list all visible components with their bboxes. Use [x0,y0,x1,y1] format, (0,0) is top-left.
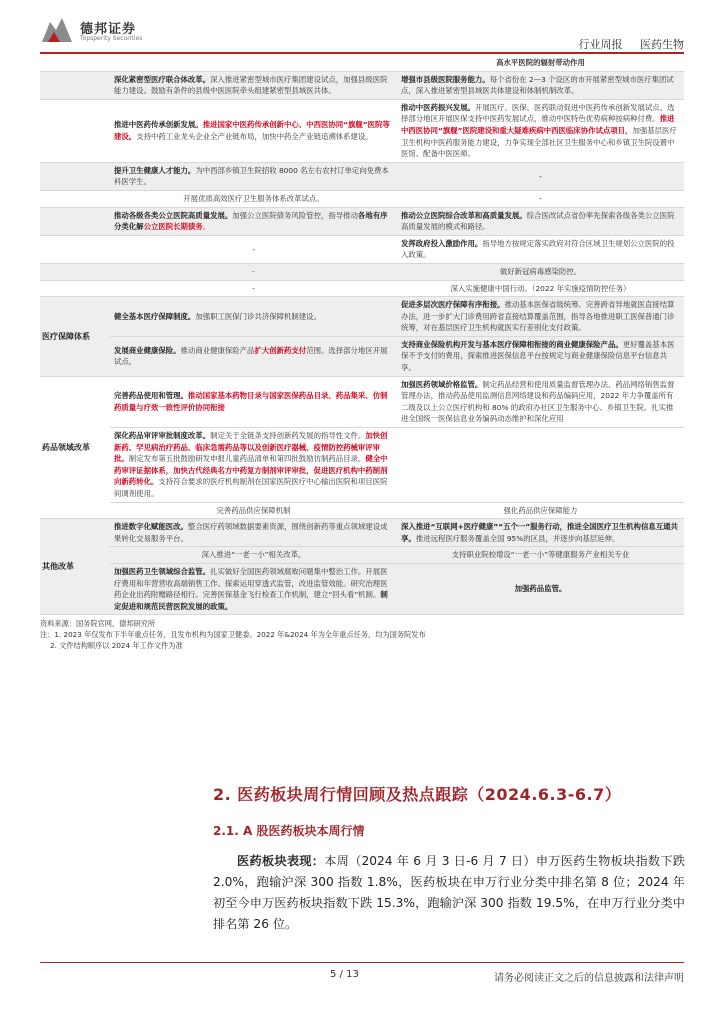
policy-2024-cell [110,502,397,519]
policy-prior-cell [397,207,684,235]
policy-prior-cell [397,547,684,564]
cell-text: 各地有序分类化解 [114,210,388,232]
policy-prior-cell [397,376,684,427]
cell-text: 健全基本医疗保障制度。 [114,311,196,321]
cell-text: 加强公立医院债务风险管控，指导推动 [232,210,358,220]
table-notes [40,618,680,651]
cell-text: 支持中药工业龙头企业全产业链布局，加快中药全产业链追溯体系建设。 [136,131,373,141]
cell-text: 促进多层次医疗保障有序衔接。 [401,300,505,310]
cell-text: - [539,193,542,203]
table-row [40,547,684,564]
cell-text: 制定关于全链条支持创新药发展的指导性文件。 [210,431,366,441]
table-cell-empty [40,55,110,71]
cell-text: 加强医药领域价格监管。 [401,379,483,389]
cell-text: 支持商业保险机构开发与基本医疗保障相衔接的商业健康保险产品。 [401,339,623,349]
policy-prior-cell [397,280,684,297]
logo-icon [40,16,74,46]
cell-text: 加强基层医疗卫生机构中医药服务能力建设，力争实现全部社区卫生服务中心和乡镇卫生院设置中医馆、配备中医医师。 [401,125,677,159]
source-note: 资料来源：国务院官网，德邦研究所 [40,619,156,628]
policy-2024-cell [110,563,397,614]
cell-text: 整合医疗药领域数据要素资源，围绕创新药等重点领域建设成果转化交易服务平台。 [114,522,388,543]
category-cell [40,235,110,263]
cell-text: 提升卫生健康人才能力。 [114,165,196,175]
cell-text: 每个省份在 2—3 个设区的市开展紧密型城市医疗集团试点，深入推进紧密型县域医共体建设和体制机制改革。 [401,74,674,96]
cell-text: - [252,244,255,254]
policy-prior-cell [397,190,684,207]
policy-prior-cell [397,71,684,99]
cell-text: 深化药品审评审批制度改革。 [114,431,211,441]
table-row [40,297,684,337]
policy-prior-cell [397,502,684,519]
policy-2024-cell [110,280,397,297]
policy-prior-cell [397,519,684,547]
cell-text: 。 [202,222,211,232]
policy-2024-cell [110,547,397,564]
cell-text: 指导地方按规定落实政府对符合区域卫生规划公立医院的投入政策。 [401,238,675,260]
paragraph-lead: 医药板块表现： [237,854,325,868]
cell-text: 扎实做好全国医药领域腐败问题集中整治工作。开展医疗费用和年营营收高端销售工作。探索运用穿透式监管，改进监管效能。研究治理医药企业出药附赠路径相行。完善医保基金飞行检查工作机制，建立“回头看”机制。 [114,566,388,600]
cell-text: 扩大创新药支付 [254,345,307,355]
table-row [40,502,684,519]
table-row [40,519,684,547]
category-cell: 医疗保障体系 [40,297,110,377]
report-type: 行业周报 [578,38,623,51]
cell-text: 制定发布第五批鼓励研发申报儿童药品清单和第四批鼓励仿制药品目录。 [128,454,366,464]
category-cell [40,207,110,235]
cell-text: 完善药品使用和管理。 [114,391,188,401]
table-cell: 高水平医院的辐射带动作用 [397,55,684,71]
policy-prior-cell [397,263,684,280]
cell-text: - [252,283,255,293]
policy-2024-cell [110,519,397,547]
table-row [40,336,684,376]
cell-text: 推动商业健康保险产品 [180,345,255,355]
table-row [40,563,684,614]
table-row [40,162,684,190]
logo-subtitle: Topsperity Securities [80,35,143,42]
cell-text: 开展优质高效医疗卫生服务体系改革试点。 [183,193,324,203]
cell-text: 健全中药审评证据体系，加快古代经典名方中药复方制剂审评审批，促进医疗机构中药制剂向新药转化。 [114,454,388,487]
cell-text: 推动各级各类公立医院高质量发展。 [114,210,233,220]
category-cell [40,263,110,280]
cell-text: 加强职工医保门诊共济保障机制建设。 [195,311,321,321]
footnote-2: 2. 文件结构顺序以 2024 年工作文件为准 [50,641,183,650]
table-row [40,71,684,99]
cell-text: 推动中医药振兴发展。 [401,102,475,112]
category-cell: 药品领域改革 [40,376,110,519]
cell-text: 增强市县级医院服务能力。 [401,74,490,84]
policy-2024-cell [110,99,397,162]
cell-text: 发挥政府投入激励作用。 [401,238,483,248]
table-row [40,190,684,207]
paragraph-body: 本周（2024 年 6 月 3 日-6 月 7 日）申万医药生物板块指数下跌 2.0%，跑输沪深 300 指数 1.8%，医药板块在申万行业分类中排名第 8 位；2024 年初至今申万医药板块指数下跌 15.3%，跑输沪深 300 指数 19.5%，在申万行业分类中排名第 26 位。 [213,854,685,931]
policy-prior-cell [397,428,684,503]
header-divider [40,52,684,54]
footer-divider [40,962,684,963]
cell-text: - [539,171,542,181]
policy-2024-cell [110,190,397,207]
table-row [40,207,684,235]
policy-prior-cell [397,297,684,337]
policy-prior-cell [397,563,684,614]
cell-text: 深化紧密型医疗联合体改革。 [114,74,211,84]
policy-prior-cell [397,235,684,263]
policy-2024-cell [110,162,397,190]
category-cell [40,162,110,190]
cell-text: 推进远程医疗服务覆盖全国 95%的区县，并逐步向基层延伸。 [415,533,620,543]
policy-comparison-table [40,55,684,615]
cell-text: 范围。选择部分地区开展试点。 [114,345,388,367]
cell-text: 做好新冠病毒感染防控。 [499,266,582,276]
cell-text: 推进国家中医药传承创新中心、中西医协同“旗舰”医院等建设。 [114,120,390,141]
cell-text: 推动国家基本药物目录与国家医保药品目录、药品集采、仿制药质量与疗效一致性评价协同衔接 [114,391,388,412]
policy-2024-cell [110,376,397,427]
footnote-1: 注：1. 2023 年仅发布下半年重点任务，且发布机构为国家卫健委。2022 年&2024 年为全年重点任务，均为国务院发布 [40,630,426,639]
cell-text: 深入推进“互联网+医疗健康”“五个一”服务行动，推进全国医疗卫生机构信息互通共享。 [401,522,678,543]
header-tags [565,36,685,52]
table-row [40,263,684,280]
category-cell [40,280,110,297]
table-row [40,99,684,162]
category-cell [40,99,110,162]
cell-text: 支持职业院校增设“一老一小”等健康服务产业相关专业 [451,550,630,560]
cell-text: 推进数字化赋能医改。 [114,522,188,532]
policy-prior-cell [397,336,684,376]
table-row [40,428,684,503]
cell-text: 公立医院长期债务 [143,222,203,232]
section-title: 2. 医药板块周行情回顾及热点跟踪（2024.6.3-6.7） [213,785,622,804]
subsection-title: 2.1. A 股医药板块本周行情 [213,824,365,838]
cell-text: 推动公立医院综合改革和高质量发展。 [401,210,527,220]
cell-text: 制定药品经营和使用质量监督管理办法、药品网络销售监督管理办法，推动药品使用监测信息网络建设和药品编码应用，2022 年力争覆盖所有二级及以上公立医疗机构和 80% 的政府办社区卫生服务中心、乡镇卫生院。扎实推进全国统一医保信息业务编码动态维护和深化应用 [401,379,675,424]
policy-2024-cell [110,235,397,263]
cell-text: 推进中西医协同“旗舰”医院建设和重大疑难疾病中西医临床协作试点项目， [401,114,675,135]
policy-2024-cell [110,71,397,99]
cell-text: 深入推进紧密型城市医疗集团建设试点，加强县级医院能力建设。鼓励有条件的县级中医医院牵头组建紧密型县域医共体。 [114,74,388,96]
cell-text: 制定促进和规范民营医院发展的政策。 [114,590,388,611]
cell-text: 为中西部乡镇卫生院招收 8000 名左右农村订单定向免费本科医学生。 [114,165,389,187]
cell-text: 推动基本医保省级统筹。完善跨省异地就医直接结算办法，进一步扩大门诊费用跨省直接结算覆盖范围，指导各地推进职工医保普通门诊统筹，对在基层医疗卫生机构就医实行差别化支付政策。 [401,300,675,333]
cell-text: 开展医疗、医保、医药联动促进中医药传承创新发展试点。选择部分地区开展医保支持中医药发展试点，推动中医特色优势病种按病种付费。 [401,102,675,124]
cell-text: 完善药品供应保障机制 [216,505,291,515]
policy-prior-cell [397,162,684,190]
cell-text: 更好覆盖基本医保不予支付的费用，探索推进医保信息平台按规定与商业健康保险信息平台信息共享。 [401,339,675,373]
cell-text: 深入实施健康中国行动。（2022 年实施疫情防控任务） [450,283,631,293]
table-row [40,235,684,263]
sector-name: 医药生物 [640,38,684,51]
company-logo [40,14,190,50]
policy-2024-cell [110,297,397,337]
cell-text: 加强药品监管。 [514,584,567,594]
cell-text: - [252,266,255,276]
cell-text: 加强医药卫生领域综合监管。 [114,566,211,576]
cell-text: 深入推进“一老一小”相关改革。 [201,550,306,560]
cell-text: 综合医改试点省份率先探索各级各类公立医院高质量发展的模式和路径。 [401,210,675,232]
policy-2024-cell [110,336,397,376]
category-cell: 其他改革 [40,519,110,615]
logo-name: 德邦证券 [80,22,137,37]
cell-text: 强化药品供应保障能力 [503,505,578,515]
cell-text: 支持符合要求的医疗机构制剂在国家医院医疗中心输出医院和项目医院间调剂使用。 [114,477,388,498]
disclaimer-text: 请务必阅读正文之后的信息披露和法律声明 [494,973,684,984]
cell-text: 加快创新药、罕见病治疗药品、临床急需药品等以及创新医疗器械、疫情防控药械审评审批。 [114,431,388,464]
page-number: 5 / 13 [330,969,359,980]
cell-text: 发展商业健康保险。 [114,345,181,355]
policy-prior-cell [397,99,684,162]
policy-2024-cell [110,263,397,280]
category-cell [40,71,110,99]
table-row [40,376,684,427]
table-cell-empty [110,55,397,71]
policy-2024-cell [110,428,397,503]
category-cell [40,190,110,207]
body-paragraph [213,851,685,935]
policy-2024-cell [110,207,397,235]
cell-text: 推进中医药传承创新发展。 [114,120,203,130]
table-row [40,280,684,297]
